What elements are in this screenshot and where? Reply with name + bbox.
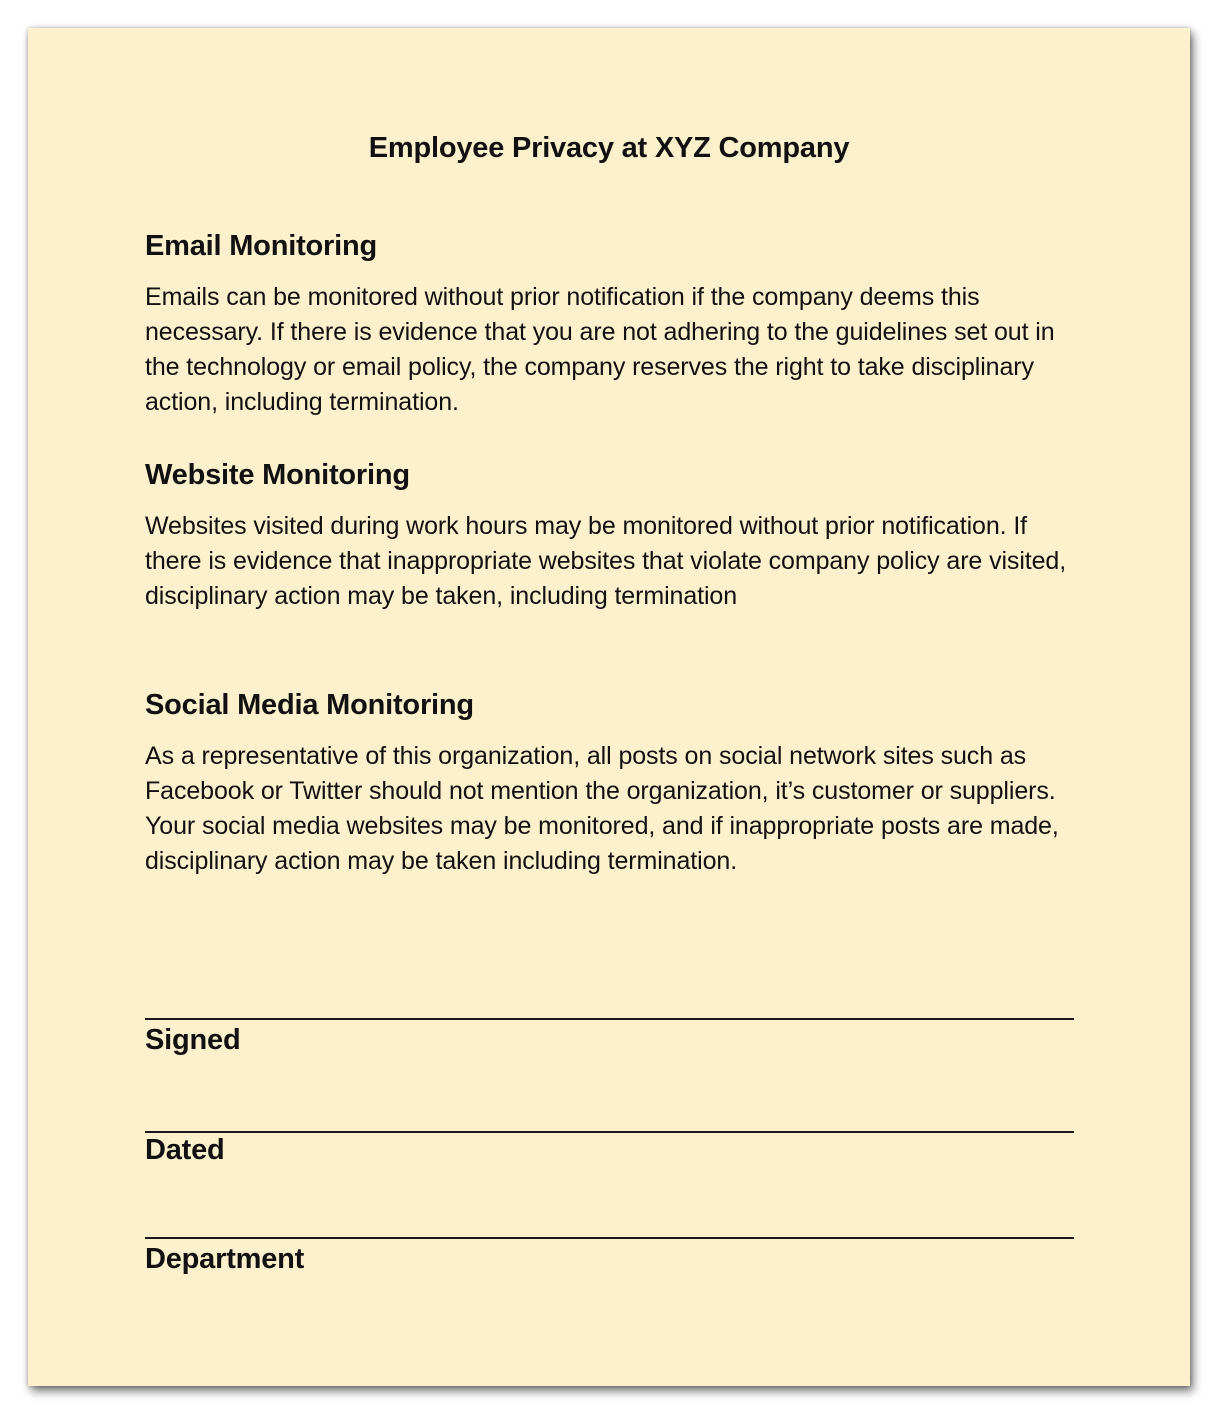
section-heading-email: Email Monitoring (145, 230, 378, 262)
section-heading-social-media: Social Media Monitoring (145, 689, 474, 721)
section-body-email: Emails can be monitored without prior notification if the company deems this necessary. If there is evidence that you are not adhering to the guidelines set out in the technology or email policy, the company reserves the right to take disciplinary action, including termination. (145, 283, 1055, 416)
department-line (145, 1237, 1074, 1239)
signed-line (145, 1018, 1074, 1020)
dated-label: Dated (145, 1134, 225, 1166)
section-heading-website: Website Monitoring (145, 459, 410, 491)
section-body-social-media: As a representative of this organization, all posts on social network sites such as Facebook or Twitter should not mention the organization, it’s customer or suppliers. Your social media websites may be monitored, and if inappropriate posts are made, disciplinary action may be taken including termination. (145, 742, 1059, 875)
signed-label: Signed (145, 1024, 241, 1056)
policy-document (28, 28, 1190, 1386)
document-title: Employee Privacy at XYZ Company (368, 132, 850, 164)
department-label: Department (145, 1243, 305, 1275)
dated-line (145, 1131, 1074, 1133)
section-body-website: Websites visited during work hours may be monitored without prior notification. If there is evidence that inappropriate websites that violate company policy are visited, disciplinary action may be taken, including termination (145, 512, 1067, 610)
